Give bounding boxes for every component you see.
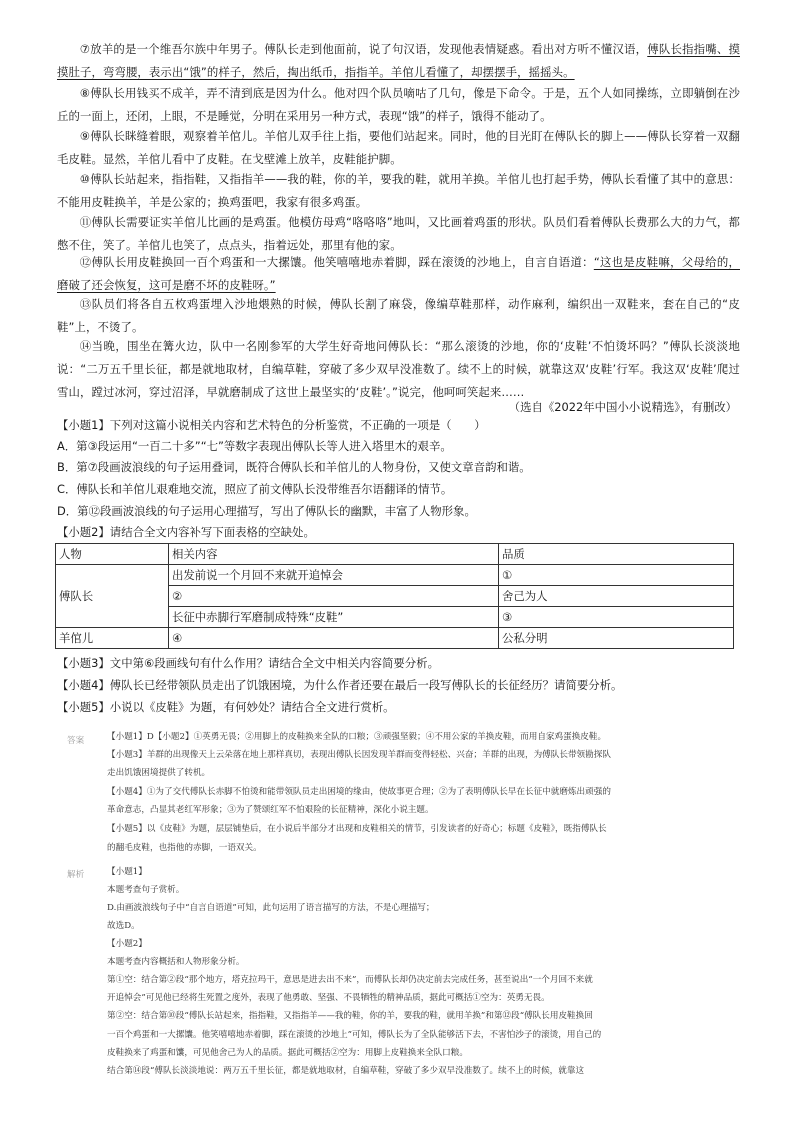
question-3: 【小题3】文中第⑥段画线句有什么作用？请结合全文中相关内容简要分析。 bbox=[57, 656, 439, 670]
answer-line: 【小题4】①为了交代傅队长赤脚不怕烫和能带领队员走出困境的缘由，使故事更合理；②为了表明傅队长早在长征中就磨炼出顽强的 bbox=[107, 787, 611, 797]
analysis-line: 第①空：结合第②段“那个地方，塔克拉玛干，意思是进去出不来”，而傅队长却仍决定前去完成任务，甚至说出“一个月回不来就 bbox=[107, 975, 593, 985]
story-paragraph-7: ⑦放羊的是一个维吾尔族中年男子。傅队长走到他面前，说了句汉语，发现他表情疑惑。看出对方听不懂汉语，傅队长指指嘴、摸摸肚子，弯弯腰，表示出“饿”的样子，然后，掏出纸币，指指羊。羊倌儿看懂了，却摆摆手，摇摇头。 bbox=[57, 42, 740, 79]
table-header: 相关内容 bbox=[169, 544, 499, 565]
analysis-line: 【小题1】 bbox=[107, 867, 147, 877]
question-1-option-b: B．第⑦段画波浪线的句子运用叠词，既符合傅队长和羊倌儿的人物身份，又使文章音韵和谐。 bbox=[57, 460, 531, 474]
analysis-label: 解析 bbox=[67, 870, 85, 880]
analysis-line: 第②空：结合第⑩段“傅队长站起来，指指鞋，又指指羊——我的鞋，你的羊，要我的鞋，就用羊换”和第⑫段“傅队长用皮鞋换回 bbox=[107, 1011, 593, 1021]
table-cell: ① bbox=[499, 565, 734, 586]
analysis-line: 一百个鸡蛋和一大摞馕。他笑嘻嘻地赤着脚，踩在滚烫的沙地上”可知，傅队长为了全队能够活下去，不害怕沙子的滚烫，用自己的 bbox=[107, 1030, 602, 1040]
question-1: 【小题1】下列对这篇小说相关内容和艺术特色的分析鉴赏，不正确的一项是（ ） bbox=[57, 418, 486, 432]
question-4: 【小题4】傅队长已经带领队员走出了饥饿困境，为什么作者还要在最后一段写傅队长的长征经历？请简要分析。 bbox=[57, 678, 623, 692]
table-person-cell: 傅队长 bbox=[56, 565, 169, 628]
story-paragraph-10: ⑩傅队长站起来，指指鞋，又指指羊——我的鞋，你的羊，要我的鞋，就用羊换。羊倌儿也打起手势，傅队长看懂了其中的意思：不能用皮鞋换羊，羊是公家的；换鸡蛋吧，我家有很多鸡蛋。 bbox=[57, 172, 740, 209]
wavy-underline-quote: “这也是皮鞋嘛，父母给的，磨破了还会恢复，这可是磨不坏的皮鞋呀。” bbox=[57, 255, 740, 292]
table-cell: ③ bbox=[499, 607, 734, 628]
analysis-line: 结合第⑭段“傅队长淡淡地说：两万五千里长征，都是就地取材，自编草鞋，穿破了多少双早没准数了。续不上的时候，就靠这 bbox=[107, 1066, 585, 1076]
story-paragraph-14: ⑭当晚，围坐在篝火边，队中一名刚参军的大学生好奇地问傅队长：“那么滚烫的沙地，你的‘皮鞋’不怕烫坏吗？”傅队长淡淡地说：“二万五千里长征，都是就地取材，自编草鞋，穿破了多少双早没准数了。续不上的时候，就靠这双‘皮鞋’行军。我这双‘皮鞋’爬过雪山，蹚过冰河，穿过沼泽，早就磨制成了这世上最坚实的‘皮鞋’。”说完，他呵呵笑起来…… bbox=[57, 339, 740, 399]
wavy-underline-sentence: 傅队长指指嘴、摸摸肚子，弯弯腰，表示出“饿”的样子，然后，掏出纸币，指指羊。羊倌儿看懂了，却摆摆手，摇摇头。 bbox=[57, 42, 740, 79]
table-cell: 出发前说一个月回不来就开追悼会 bbox=[169, 565, 499, 586]
table-cell: ④ bbox=[169, 628, 499, 649]
answer-line: 革命意志，凸显其老红军形象；③为了赞颂红军不怕艰险的长征精神，深化小说主题。 bbox=[107, 805, 434, 815]
analysis-line: 开追悼会”可见他已经将生死置之度外，表现了他勇敢、坚强、不畏牺牲的精神品质，据此可概括①空为：英勇无畏。 bbox=[107, 993, 550, 1003]
table-header: 人物 bbox=[56, 544, 169, 565]
source-citation: （选自《2022年中国小小说精选》，有删改） bbox=[508, 400, 737, 414]
story-paragraph-8: ⑧傅队长用钱买不成羊，弄不清到底是因为什么。他对四个队员嘀咕了几句，像是下命令。于是，五个人如同操练，立即躺倒在沙丘的一面上，还闭，上眼，不是睡觉，分明在采用另一种方式，表现“饿”的样子，饿得不能动了。 bbox=[57, 86, 740, 123]
table-row bbox=[56, 565, 734, 586]
question-5: 【小题5】小说以《皮鞋》为题，有何妙处？请结合全文进行赏析。 bbox=[57, 700, 395, 714]
question-1-option-a: A．第③段运用“一百二十多”“七”等数字表现出傅队长等人进入塔里木的艰辛。 bbox=[57, 439, 452, 453]
character-table bbox=[55, 543, 734, 649]
story-paragraph-9: ⑨傅队长眯缝着眼，观察着羊倌儿。羊倌儿双手往上指，要他们站起来。同时，他的目光盯在傅队长的脚上——傅队长穿着一双翻毛皮鞋。显然，羊倌儿看中了皮鞋。在戈壁滩上放羊，皮鞋能护脚。 bbox=[57, 129, 740, 166]
table-person-cell: 羊倌儿 bbox=[56, 628, 169, 649]
answer-line: 【小题5】以《皮鞋》为题，层层铺垫后，在小说后半部分才出现和皮鞋相关的情节，引发读者的好奇心；标题《皮鞋》，既指傅队长 bbox=[107, 824, 607, 834]
answer-label: 答案 bbox=[67, 736, 85, 746]
table-header: 品质 bbox=[499, 544, 734, 565]
analysis-line: 皮鞋换来了鸡蛋和馕，可见他舍己为人的品质。据此可概括②空为：用脚上皮鞋换来全队口粮。 bbox=[107, 1048, 468, 1058]
table-cell: ② bbox=[169, 586, 499, 607]
question-1-option-d: D．第⑫段画波浪线的句子运用心理描写，写出了傅队长的幽默，丰富了人物形象。 bbox=[57, 504, 476, 518]
question-1-option-c: C．傅队长和羊倌儿艰难地交流，照应了前文傅队长没带维吾尔语翻译的情节。 bbox=[57, 482, 453, 496]
analysis-line: 本题考查内容概括和人物形象分析。 bbox=[107, 957, 245, 967]
analysis-line: D.由画波浪线句子中“自言自语道”可知，此句运用了语言描写的方法，不是心理描写； bbox=[107, 903, 435, 913]
analysis-line: 【小题2】 bbox=[107, 939, 147, 949]
analysis-line: 故选D。 bbox=[107, 921, 140, 931]
answer-line: 走出饥饿困境提供了转机。 bbox=[107, 768, 211, 778]
analysis-line: 本题考查句子赏析。 bbox=[107, 885, 185, 895]
table-cell: 长征中赤脚行军磨制成特殊“皮鞋” bbox=[169, 607, 499, 628]
answer-line: 的翻毛皮鞋，也指他的赤脚，一语双关。 bbox=[107, 843, 262, 853]
story-paragraph-13: ⑬队员们将各自五枚鸡蛋埋入沙地煨熟的时候，傅队长割了麻袋，像编草鞋那样，动作麻利，编织出一双鞋来，套在自己的“皮鞋”上，不烫了。 bbox=[57, 297, 740, 334]
table-cell: 公私分明 bbox=[499, 628, 734, 649]
story-paragraph-11: ⑪傅队长需要证实羊倌儿比画的是鸡蛋。他模仿母鸡“咯咯咯”地叫，又比画着鸡蛋的形状。队员们看着傅队长费那么大的力气，都憋不住，笑了。羊倌儿也笑了，点点头，指着远处，那里有他的家。 bbox=[57, 215, 740, 252]
question-2: 【小题2】请结合全文内容补写下面表格的空缺处。 bbox=[57, 525, 315, 539]
answer-line: 【小题3】羊群的出现像天上云朵落在地上那样真切，表现出傅队长因发现羊群而变得轻松、兴奋；羊群的出现，为傅队长带领勘探队 bbox=[107, 750, 611, 760]
story-paragraph-12: ⑫傅队长用皮鞋换回一百个鸡蛋和一大摞馕。他笑嘻嘻地赤着脚，踩在滚烫的沙地上，自言自语道：“这也是皮鞋嘛，父母给的，磨破了还会恢复，这可是磨不坏的皮鞋呀。” bbox=[57, 255, 740, 292]
table-cell: 舍己为人 bbox=[499, 586, 734, 607]
table-header-row bbox=[56, 544, 734, 565]
table-row bbox=[56, 628, 734, 649]
answer-line: 【小题1】D【小题2】①英勇无畏；②用脚上的皮鞋换来全队的口粮；③顽强坚毅；④不用公家的羊换皮鞋，而用自家鸡蛋换皮鞋。 bbox=[107, 732, 607, 742]
